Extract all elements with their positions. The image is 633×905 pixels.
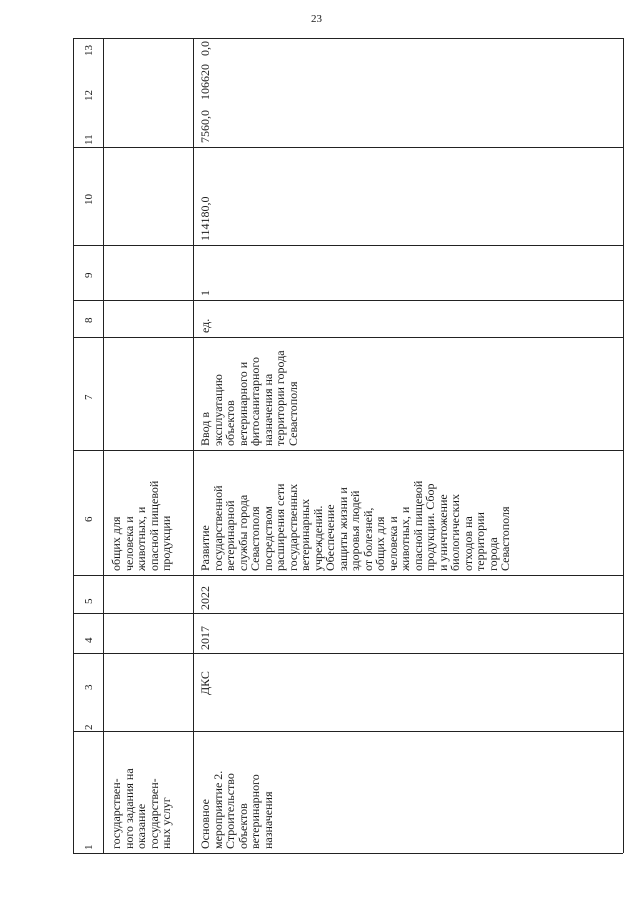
column-header-4: 4 xyxy=(83,637,95,643)
cell-start-year: 2017 xyxy=(198,626,212,650)
table-border-left xyxy=(73,38,74,853)
continuation-cell-col1: государствен- ного задания на оказание государствен- ных услуг xyxy=(109,768,173,849)
cell-expected-result: Развитие государственной ветеринарной службы города Севастополя посредством расширения сети государственных ветеринарных учреждений. Обеспечение защиты жизни и здоровья людей от болезней, общих для человека и животных, и опасной пищевой продукции. Сбор и уничтожение биологических отходов на территории города Севастополя xyxy=(198,480,512,571)
column-header-13: 13 xyxy=(83,45,95,56)
table-border-bottom xyxy=(73,853,623,854)
column-header-10: 10 xyxy=(83,194,95,205)
cell-total-amount: 114180,0 xyxy=(198,196,212,241)
cell-executor: ДКС xyxy=(198,671,212,695)
cell-activity-name: Основное мероприятие 2. Строительство объектов ветеринарного назначения xyxy=(198,770,275,849)
continuation-cell-col6: общих для человека и животных, и опасной пищевой продукции xyxy=(109,480,173,571)
cell-indicator: Ввод в эксплуатацию объектов ветеринарного и фитосанитарного назначения на территории города Севастополя xyxy=(198,350,300,446)
column-header-1: 1 xyxy=(83,844,95,850)
cell-amount-col13: 0,0 xyxy=(198,41,212,56)
column-header-6: 6 xyxy=(83,516,95,522)
data-table xyxy=(73,38,633,853)
cell-quantity: 1 xyxy=(198,290,212,296)
cell-amount-col12: 106620 xyxy=(198,64,212,100)
cell-end-year: 2022 xyxy=(198,586,212,610)
column-header-9: 9 xyxy=(83,272,95,278)
header-divider xyxy=(103,38,104,853)
column-header-7: 7 xyxy=(83,394,95,400)
column-header-11: 11 xyxy=(83,134,95,145)
table-border-right xyxy=(623,38,624,853)
cell-unit: ед. xyxy=(198,318,212,333)
page-number: 23 xyxy=(311,13,322,25)
column-header-8: 8 xyxy=(83,317,95,323)
cell-amount-col11: 7560,0 xyxy=(198,110,212,143)
column-header-5: 5 xyxy=(83,598,95,604)
column-header-3: 3 xyxy=(83,684,95,690)
row-divider-vertical xyxy=(193,38,194,853)
column-header-12: 12 xyxy=(83,90,95,101)
column-header-2: 2 xyxy=(83,724,95,730)
